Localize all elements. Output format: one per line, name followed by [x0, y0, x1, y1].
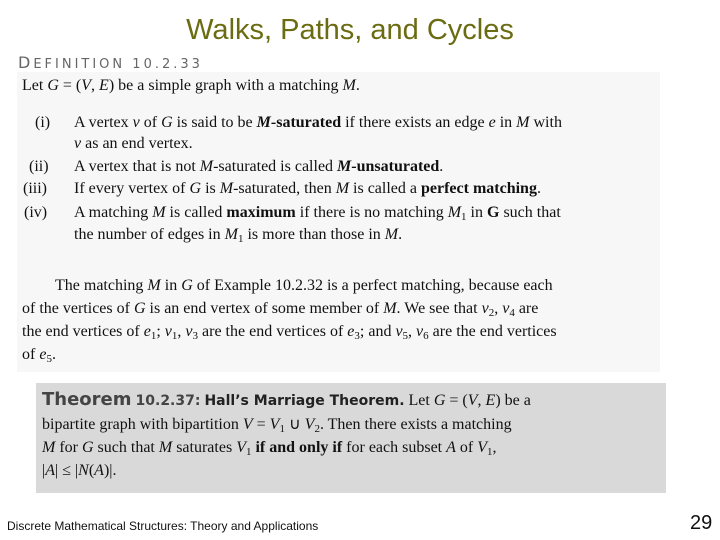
item-iv-line1: A matching M is called maximum if there is no matching $M_1$ in G such that: [74, 204, 561, 223]
item-ii-text: A vertex that is not M-saturated is called M-unsaturated.: [74, 158, 444, 175]
theorem-line4: |A| ≤ |N(A)|.: [42, 462, 117, 479]
theorem-box: [36, 383, 666, 493]
item-iii-text: If every vertex of G is M-saturated, then M is called a perfect matching.: [74, 180, 541, 197]
theorem-line1: Theorem 10.2.37: Hall’s Marriage Theorem. Let G = (V, E) be a: [42, 389, 531, 410]
theorem-line2: bipartite graph with bipartition $V = V_1$ ∪ $V_2$. Then there exists a matching: [42, 416, 512, 435]
slide-title: Walks, Paths, and Cycles: [186, 14, 514, 46]
definition-heading: [18, 53, 203, 72]
footer-text: Discrete Mathematical Structures: Theory and Applications: [7, 519, 319, 533]
theorem-line3: M for G such that M saturates $V_1$ if and only if for each subset A of $V_1$,: [42, 439, 497, 458]
item-i-number: (i): [35, 114, 51, 131]
item-iii-number: (iii): [23, 180, 47, 197]
item-iv-number: (iv): [24, 204, 48, 221]
theorem-label: Theorem: [42, 389, 132, 410]
definition-number: 10.2.33: [132, 57, 203, 72]
example-line4: of $e_5$.: [22, 346, 56, 365]
item-i-line2: v as an end vertex.: [74, 135, 193, 152]
example-line1: The matching M in G of Example 10.2.32 is a perfect matching, because each: [55, 277, 553, 294]
theorem-name: Hall’s Marriage Theorem.: [204, 393, 405, 409]
example-line3: the end vertices of $e_1$; $v_1$, $v_3$ are the end vertices of $e_3$; and $v_5$, $v_6$ are the end vertices: [22, 323, 557, 342]
definition-intro: Let G = (V, E) be a simple graph with a matching M.: [22, 77, 360, 94]
definition-label: D: [18, 53, 34, 72]
item-ii-number: (ii): [29, 158, 49, 175]
definition-box: [17, 72, 660, 372]
example-line2: of the vertices of G is an end vertex of some member of M. We see that $v_2$, $v_4$ are: [22, 300, 539, 319]
item-i-line1: A vertex v of G is said to be M-saturated if there exists an edge e in M with: [74, 114, 562, 131]
item-iv-line2: the number of edges in $M_1$ is more than those in M.: [74, 226, 403, 245]
theorem-number: 10.2.37:: [135, 393, 201, 409]
page-number: 29: [690, 512, 713, 534]
definition-label-rest: EFINITION: [33, 57, 126, 72]
